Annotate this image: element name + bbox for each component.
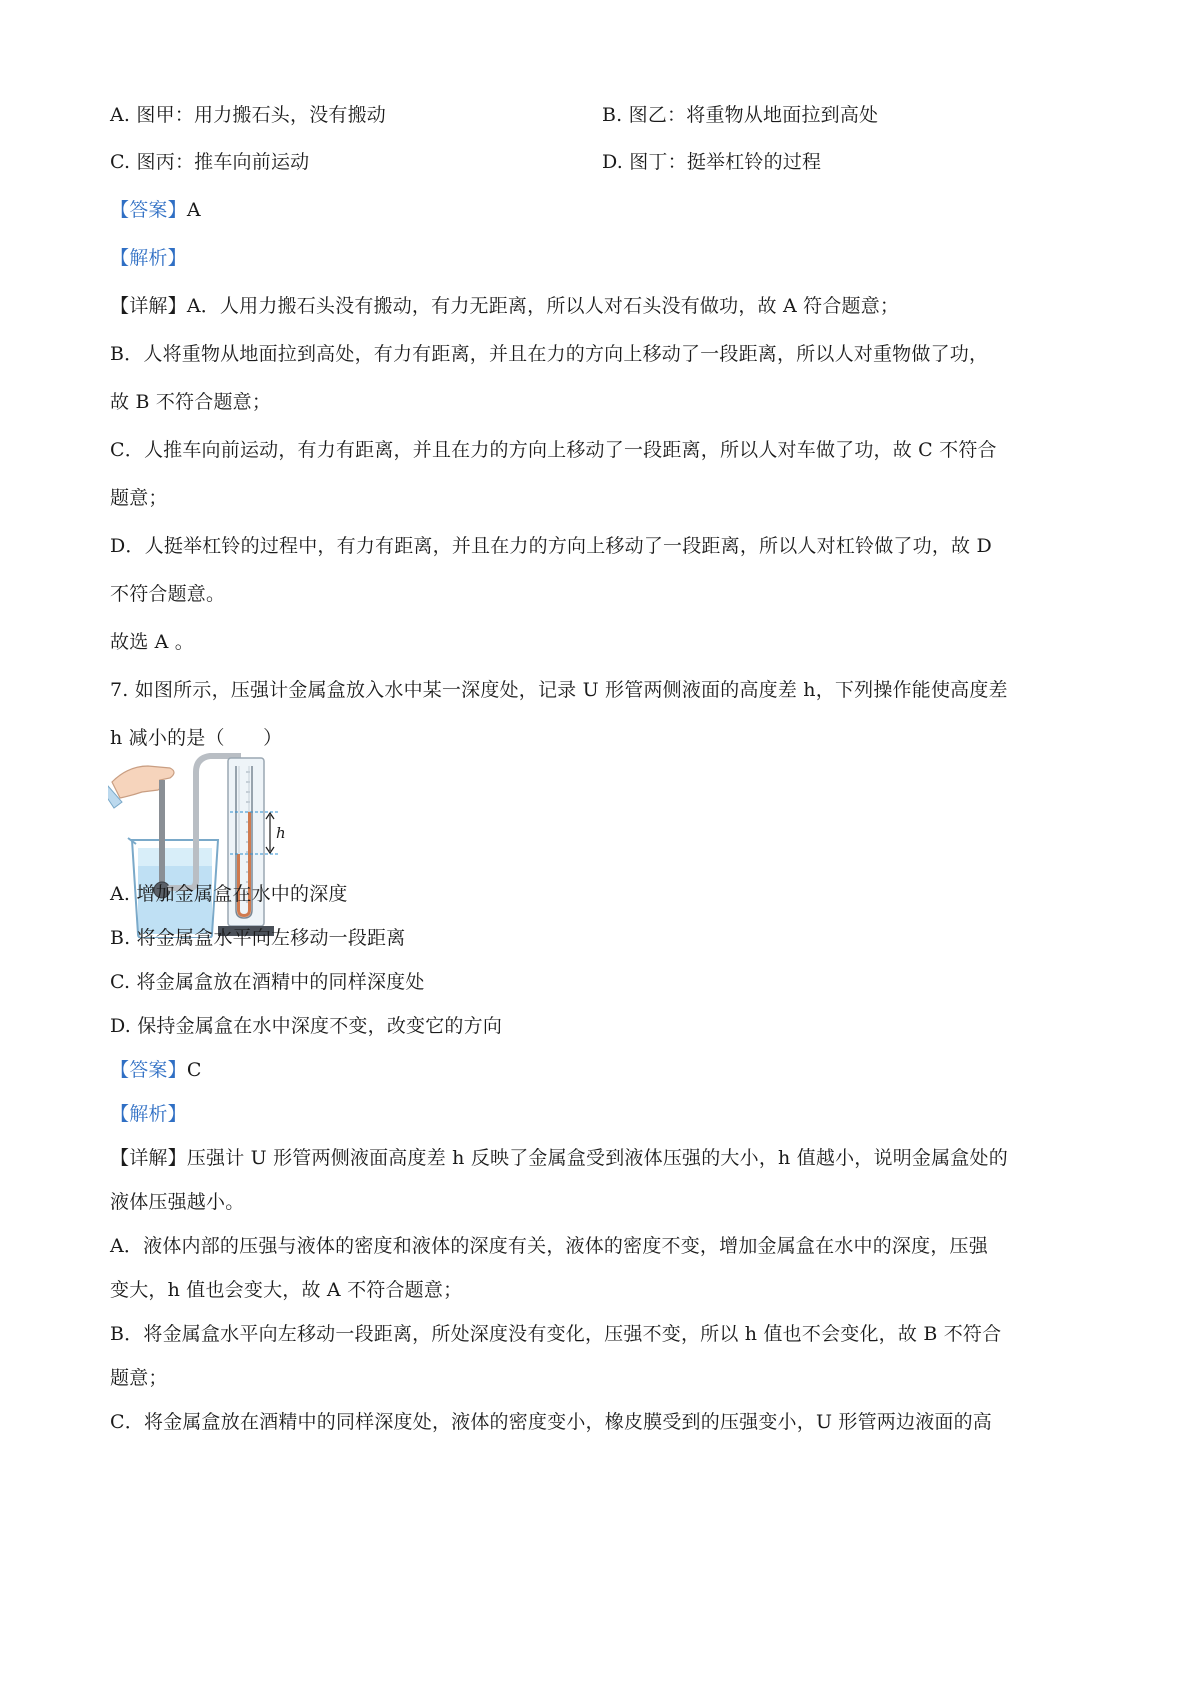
analysis-tag: 【解析】 (110, 247, 187, 269)
option-a-prev: A. 图甲：用力搬石头，没有搬动 (110, 104, 387, 126)
q7-option-d: D. 保持金属盒在水中深度不变，改变它的方向 (110, 1015, 503, 1037)
q7-detail-line: 液体压强越小。 (110, 1191, 245, 1213)
option-b-prev: B. 图乙：将重物从地面拉到高处 (602, 104, 879, 126)
answer-tag: 【答案】 (110, 1059, 187, 1081)
probe-rod (159, 780, 165, 890)
detail-tag: 【详解】 (110, 1147, 187, 1169)
option-c-prev: C. 图丙：推车向前运动 (110, 151, 310, 173)
q7-detail-line: A．液体内部的压强与液体的密度和液体的深度有关，液体的密度不变，增加金属盒在水中的深度，压强 (110, 1235, 988, 1257)
answer-tag: 【答案】 (110, 199, 187, 221)
answer-value: C (186, 1059, 202, 1081)
q6-analysis (110, 245, 187, 271)
option-d-prev: D. 图丁：挺举杠铃的过程 (602, 151, 822, 173)
height-label: h (276, 824, 286, 842)
q7-option-b: B. 将金属盒水平向左移动一段距离 (110, 927, 406, 949)
q7-stem: h 减小的是（ ） (110, 727, 283, 749)
detail-text: 压强计 U 形管两侧液面高度差 h 反映了金属盒受到液体压强的大小，h 值越小，说明金属盒处的 (186, 1147, 1008, 1169)
detail-tag: 【详解】 (110, 295, 187, 317)
q7-detail-line (110, 1145, 1008, 1171)
q6-detail-line: 故选 A 。 (110, 631, 195, 653)
q6-detail-line: 题意； (110, 487, 168, 509)
analysis-tag: 【解析】 (110, 1103, 187, 1125)
q6-detail-line (110, 293, 899, 319)
q6-detail-line: B．人将重物从地面拉到高处，有力有距离，并且在力的方向上移动了一段距离，所以人对重物做了功， (110, 343, 989, 365)
q7-detail-line: 题意； (110, 1367, 168, 1389)
q7-detail-line: 变大，h 值也会变大，故 A 不符合题意； (110, 1279, 463, 1301)
detail-text: A．人用力搬石头没有搬动，有力无距离，所以人对石头没有做功，故 A 符合题意； (186, 295, 900, 317)
q7-stem: 7. 如图所示，压强计金属盒放入水中某一深度处，记录 U 形管两侧液面的高度差 h，下列操作能使高度差 (110, 679, 1008, 701)
answer-value: A (186, 199, 201, 221)
q6-detail-line: 故 B 不符合题意； (110, 391, 272, 413)
q6-detail-line: 不符合题意。 (110, 583, 226, 605)
q7-detail-line: C．将金属盒放在酒精中的同样深度处，液体的密度变小，橡皮膜受到的压强变小，U 形管两边液面的高 (110, 1411, 992, 1433)
pressure-gauge-figure (108, 752, 304, 938)
q6-detail-line: C．人推车向前运动，有力有距离，并且在力的方向上移动了一段距离，所以人对车做了功，故 C 不符合 (110, 439, 997, 461)
q7-detail-line: B．将金属盒水平向左移动一段距离，所处深度没有变化，压强不变，所以 h 值也不会变化，故 B 不符合 (110, 1323, 1002, 1345)
q7-answer (110, 1057, 202, 1083)
q7-option-a: A. 增加金属盒在水中的深度 (110, 883, 348, 905)
q7-analysis (110, 1101, 187, 1127)
q6-answer (110, 197, 201, 223)
q7-option-c: C. 将金属盒放在酒精中的同样深度处 (110, 971, 425, 993)
q6-detail-line: D．人挺举杠铃的过程中，有力有距离，并且在力的方向上移动了一段距离，所以人对杠铃做了功，故 D (110, 535, 992, 557)
